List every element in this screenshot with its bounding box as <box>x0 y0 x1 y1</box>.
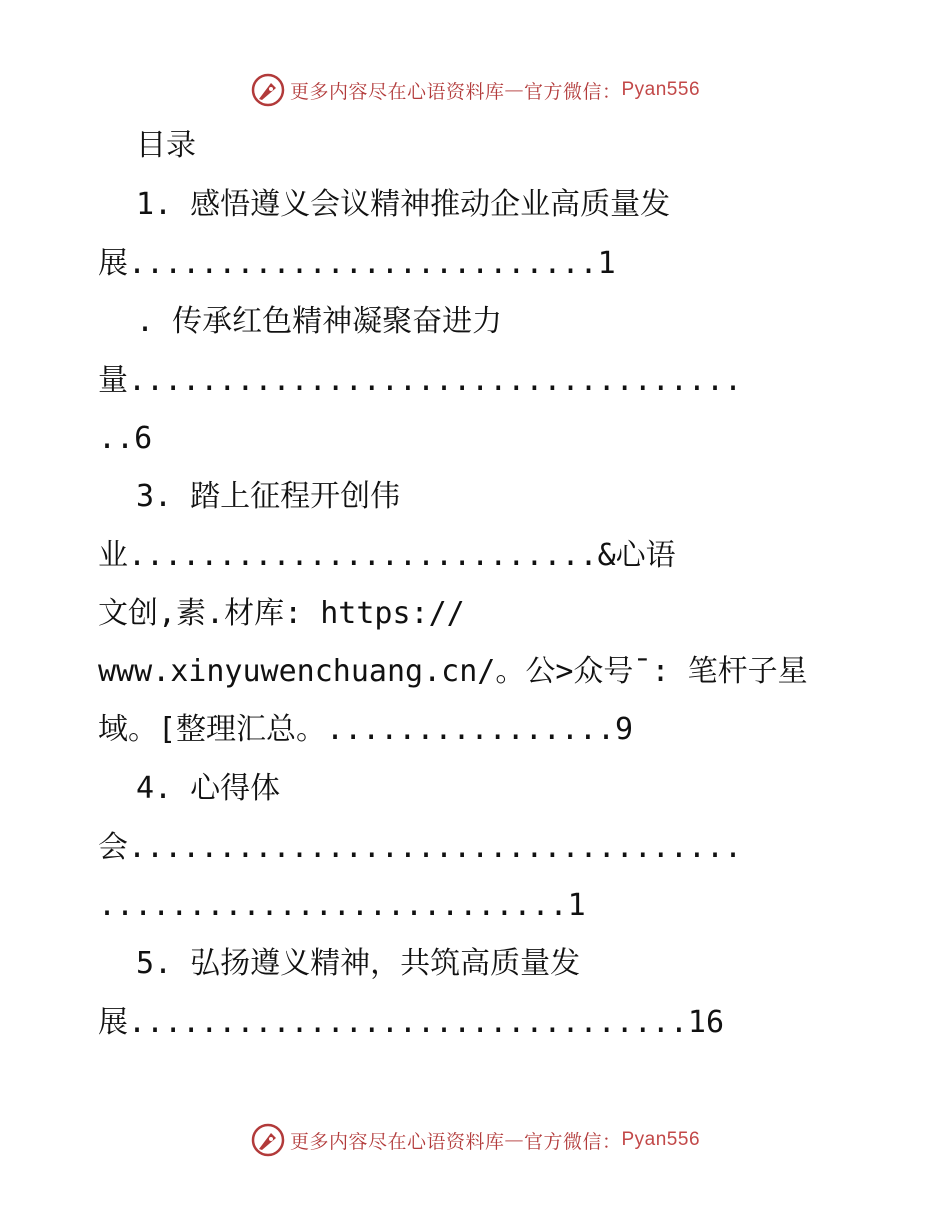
toc-entry-2-title: . 传承红色精神凝聚奋进力 <box>136 304 503 339</box>
banner-wechat-id: Pyan556 <box>621 1129 701 1150</box>
toc-entry-2-leader: 量.................................. <box>98 363 743 398</box>
toc-title: 目录 <box>136 128 196 163</box>
toc-entry-2-page: ..6 <box>98 421 153 456</box>
toc-entry-4-leader: 会.................................. <box>98 830 743 865</box>
banner-separator: — <box>504 79 524 101</box>
pen-nib-logo-icon <box>250 72 286 108</box>
footer-banner <box>0 1118 950 1162</box>
toc-entry-3-url: www.xinyuwenchuang.cn/。公>众号¯: 笔杆子星 <box>98 654 808 689</box>
banner-text: 更多内容尽在心语资料库 <box>289 80 505 103</box>
toc-entry-3-title: 3. 踏上征程开创伟 <box>136 479 401 514</box>
banner-text: 更多内容尽在心语资料库 <box>289 1130 505 1153</box>
banner-wechat-label: 官方微信： <box>523 80 622 103</box>
toc-entry-3-leader: 业..........................&心语 <box>98 538 676 573</box>
header-banner <box>0 68 950 112</box>
banner-separator: — <box>504 1129 524 1151</box>
toc-entry-5-title: 5. 弘扬遵义精神，共筑高质量发 <box>136 946 581 981</box>
banner-wechat-id: Pyan556 <box>621 79 701 100</box>
toc-entry-3-watermark: 文创,素.材库: https:// <box>98 596 465 631</box>
toc-entry-5-leader: 展...............................16 <box>98 1005 725 1040</box>
toc-entry-1-title: 1. 感悟遵义会议精神推动企业高质量发 <box>136 187 671 222</box>
pen-nib-logo-icon <box>250 1122 286 1158</box>
toc-entry-4-title: 4. 心得体 <box>136 771 281 806</box>
toc-entry-3-page: 域。[整理汇总。................9 <box>98 712 634 747</box>
toc-entry-1-leader: 展..........................1 <box>98 246 616 281</box>
banner-wechat-label: 官方微信： <box>523 1130 622 1153</box>
toc-entry-4-page: ..........................1 <box>98 888 586 923</box>
